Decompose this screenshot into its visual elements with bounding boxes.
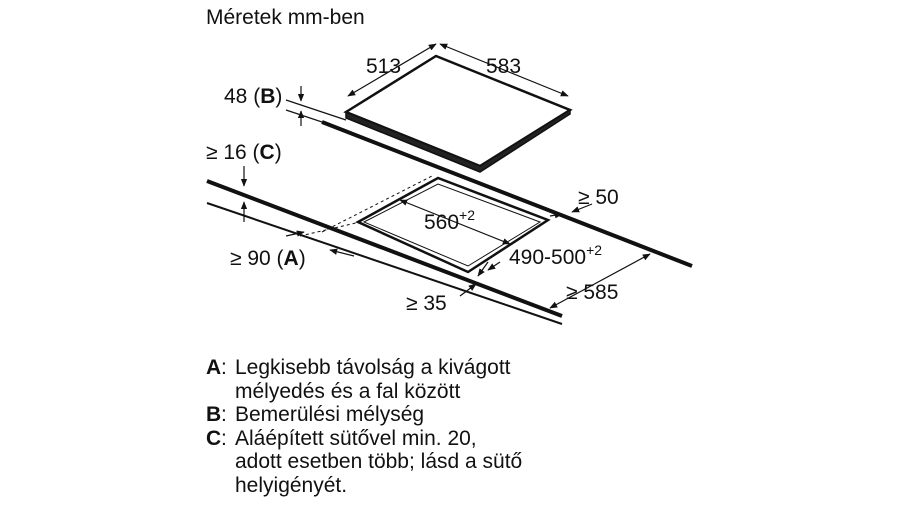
label-hob-depth: 513: [366, 55, 402, 78]
label-rear-clearance: ≥ 50: [578, 186, 619, 209]
legend-item-c: C : Aláépített sütővel min. 20, adott esetben több; lásd a sütő helyigényét.: [206, 426, 523, 497]
legend-item-b: B : Bemerülési mélység: [206, 403, 425, 426]
label-oven-gap: ≥ 16 (C): [206, 141, 282, 164]
label-cutout-width: $560^{+2}$: [424, 207, 476, 234]
dim-install-depth-line: [286, 100, 346, 120]
label-cutout-depth: $490-500^{+2}$: [509, 242, 603, 269]
label-install-depth: 48 (B): [224, 85, 283, 108]
legend-text: Bemerülési mélység: [235, 403, 425, 426]
legend-key: A: [206, 356, 222, 379]
label-hob-width: 583: [486, 55, 522, 78]
legend-text: Aláépített sütővel min. 20, adott esetben több; lásd a sütő helyigényét.: [235, 426, 523, 497]
legend-item-a: A : Legkisebb távolság a kivágott mélyedés és a fal között: [206, 356, 511, 403]
dim-cutout-depth-line: [488, 262, 500, 270]
legend-key: C: [206, 426, 222, 450]
label-worktop-depth: ≥ 585: [566, 281, 619, 304]
label-front-clearance: ≥ 35: [406, 292, 447, 315]
dim-install-depth-line: [286, 110, 346, 130]
legend: [206, 356, 522, 497]
legend-key: B: [206, 403, 222, 426]
title: Méretek mm-ben: [206, 6, 365, 29]
label-wall-distance: ≥ 90 (A): [230, 247, 306, 270]
legend-text: Legkisebb távolság a kivágott mélyedés és a fal között: [235, 356, 511, 403]
